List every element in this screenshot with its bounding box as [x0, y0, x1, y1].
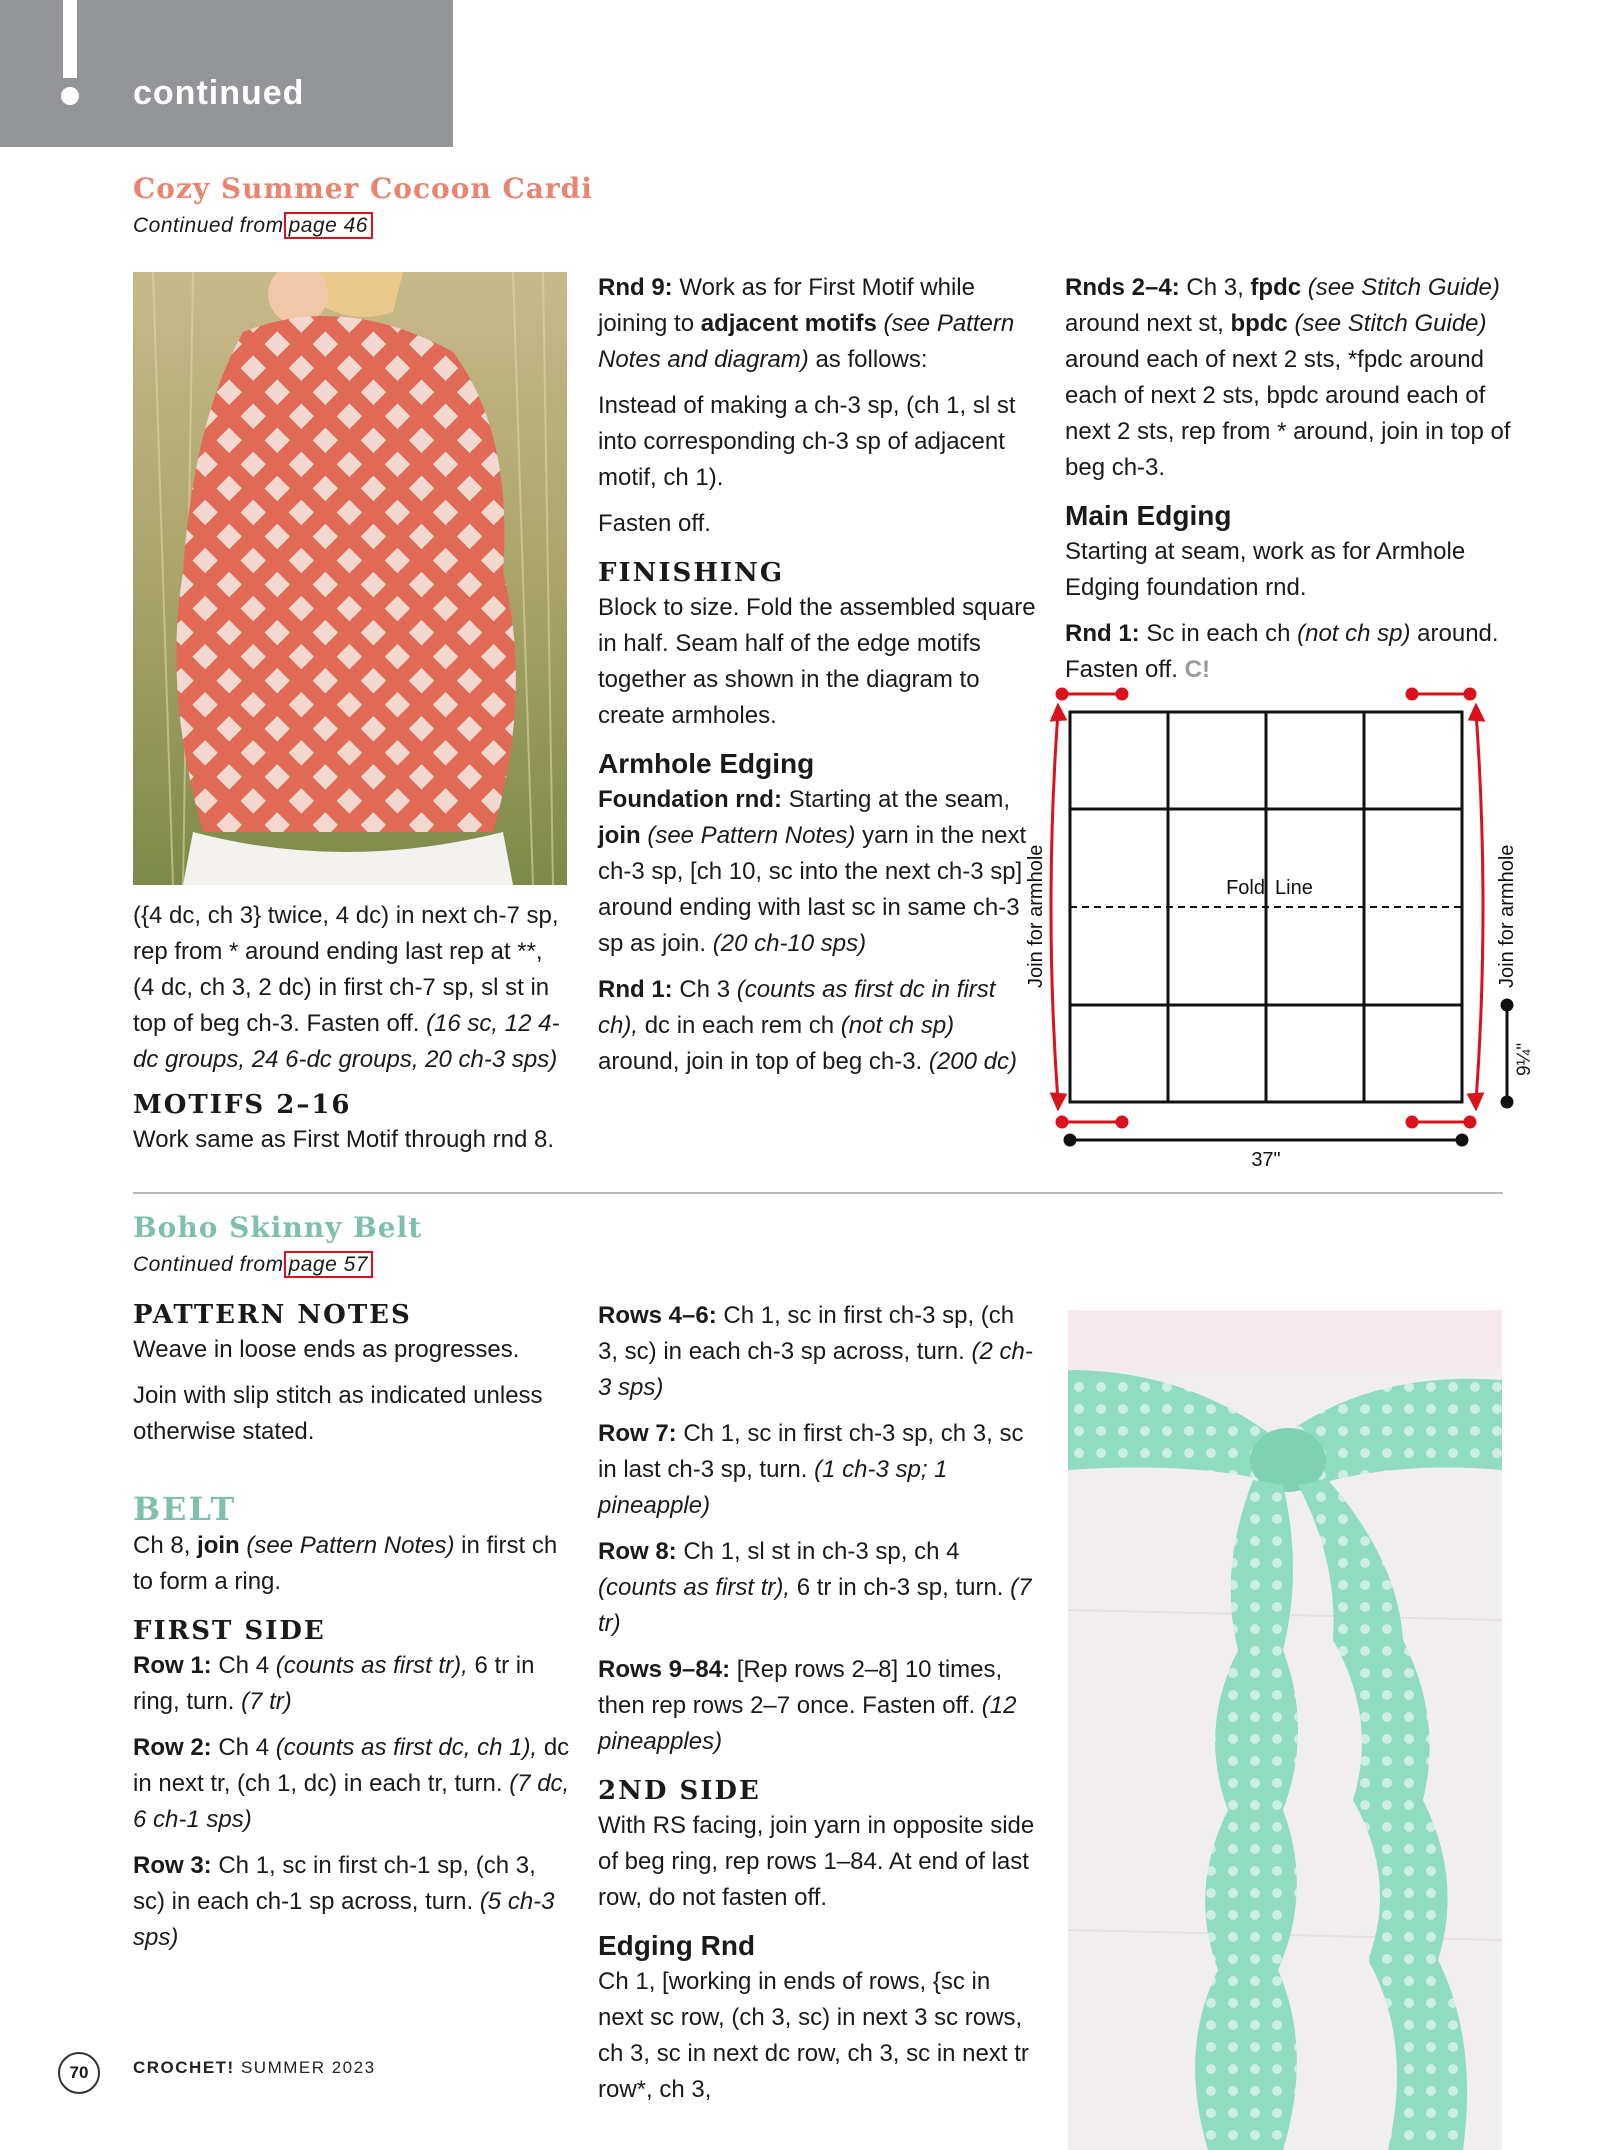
cardi-continued-line	[133, 214, 373, 238]
note-1: Weave in loose ends as progresses.	[133, 1336, 520, 1363]
rows984-para	[598, 1652, 1038, 1760]
motifs-text: Work same as First Motif through rnd 8.	[133, 1126, 555, 1153]
footer-issue: SUMMER 2023	[240, 2058, 376, 2077]
belt-text-b: (see Pattern Notes)	[246, 1532, 455, 1559]
belt-page-link[interactable]: page 57	[284, 1251, 373, 1278]
rnds24-text-e: around each of next 2 sts, *fpdc around each of next 2 sts, bpdc around each of next 2 sts, rep from * around, join in top of beg ch-3.	[1065, 346, 1511, 481]
footer-credit	[133, 2058, 376, 2078]
row2-para	[133, 1730, 573, 1838]
row7-text: Ch 1, sc in first ch-3 sp, ch 3, sc in last ch-3 sp, turn.	[598, 1420, 1024, 1483]
main-rnd1-text-a: Sc in each ch	[1146, 620, 1291, 647]
second-side-heading: 2ND SIDE	[598, 1776, 761, 1806]
footer-magazine: CROCHET!	[133, 2058, 235, 2077]
finishing-heading: FINISHING	[598, 558, 785, 588]
row1-para	[133, 1648, 573, 1720]
tab-label: continued	[133, 74, 305, 112]
belt-title: Boho Skinny Belt	[133, 1211, 423, 1244]
foundation-label: Foundation rnd:	[598, 786, 782, 813]
width-dimension	[1065, 1135, 1467, 1145]
rnd9-label: Rnd 9:	[598, 274, 673, 301]
rows984-note: (12 pineapples)	[598, 1692, 1017, 1755]
row1-text-c: 6 tr in ring, turn.	[133, 1652, 535, 1715]
rnd9-text-b: adjacent motifs	[700, 310, 877, 337]
rnds24-para	[1065, 270, 1515, 486]
row1-note: (7 tr)	[241, 1688, 292, 1715]
belt-continued-prefix: Continued from	[133, 1253, 284, 1276]
foundation-para	[598, 782, 1038, 962]
fpdc-term: fpdc	[1250, 274, 1302, 301]
fasten-text: Fasten off.	[598, 510, 711, 537]
armhole-heading: Armhole Edging	[598, 748, 815, 779]
belt-join: join	[197, 1532, 240, 1559]
belt-para	[133, 1528, 573, 1600]
end-mark-icon: C!	[1184, 656, 1210, 683]
rnd9-para	[598, 270, 1038, 378]
belt-heading: BELT	[133, 1490, 237, 1528]
row1-label: Row 1:	[133, 1652, 212, 1679]
rnd1-text-c: dc in each rem ch	[644, 1012, 835, 1039]
rnds24-text-a: Ch 3,	[1186, 274, 1244, 301]
foundation-text-b: (see Pattern Notes)	[647, 822, 856, 849]
row8-text-a: Ch 1, sl st in ch-3 sp, ch 4	[683, 1538, 960, 1565]
row3-text-a: Ch 1, sc in first ch-1 sp, (ch 3, sc) in each ch-1 sp across, turn.	[133, 1852, 536, 1915]
belt-photo	[1068, 1310, 1502, 2150]
rows46-label: Rows 4–6:	[598, 1302, 717, 1329]
bpdc-term: bpdc	[1230, 310, 1288, 337]
belt-photo-art	[1068, 1310, 1502, 2150]
rnd1-text-e: around, join in top of beg ch-3.	[598, 1048, 923, 1075]
rnd1-note: (200 dc)	[928, 1048, 1017, 1075]
row8-label: Row 8:	[598, 1538, 677, 1565]
belt-column-1	[133, 1298, 573, 1966]
row3-label: Row 3:	[133, 1852, 212, 1879]
main-edging-heading: Main Edging	[1065, 500, 1232, 531]
assembly-diagram	[1010, 670, 1550, 1170]
continued-tab	[0, 0, 453, 147]
rnd1-label: Rnd 1:	[598, 976, 673, 1003]
join-left-label: Join for armhole	[1025, 844, 1047, 988]
cardi-column-3	[1065, 270, 1515, 698]
second-side-text: With RS facing, join yarn in opposite side of beg ring, rep rows 1–84. At end of last row, do not fasten off.	[598, 1812, 1035, 1911]
row7-note: (1 ch-3 sp; 1 pineapple)	[598, 1456, 948, 1519]
rnds24-text-b: (see Stitch Guide)	[1307, 274, 1500, 301]
belt-text-a: Ch 8,	[133, 1532, 191, 1559]
cardi-col1-para	[133, 898, 563, 1078]
foundation-text-c: yarn in the next ch-3 sp, [ch 10, sc into the next ch-3 sp] around ending with last sc in same ch-3 sp as join.	[598, 822, 1027, 957]
foundation-join: join	[598, 822, 641, 849]
rnd9-text-c: (see Pattern Notes and diagram)	[598, 310, 1015, 373]
cardi-column-1	[133, 898, 563, 1168]
line-label: Line	[1275, 877, 1313, 899]
rnd9-text-a: Work as for First Motif while joining to	[598, 274, 975, 337]
cardi-page-link[interactable]: page 46	[284, 212, 373, 239]
row3-para	[133, 1848, 573, 1956]
belt-column-2	[598, 1298, 1038, 2118]
first-side-heading: FIRST SIDE	[133, 1616, 326, 1646]
edging-rnd-heading: Edging Rnd	[598, 1930, 756, 1961]
rows46-text: Ch 1, sc in first ch-3 sp, (ch 3, sc) in each ch-3 sp across, turn.	[598, 1302, 1015, 1365]
row1-text-a: Ch 4	[218, 1652, 270, 1679]
row8-para	[598, 1534, 1038, 1642]
rnd1-text-d: (not ch sp)	[840, 1012, 955, 1039]
row7-para	[598, 1416, 1038, 1524]
cardi-col1-text: ({4 dc, ch 3} twice, 4 dc) in next ch-7 sp, rep from * around ending last rep at **, (4 dc, ch 3, 2 dc) in first ch-7 sp, sl st in top of beg ch-3. Fasten off.	[133, 902, 559, 1037]
cardi-photo	[133, 272, 567, 885]
cardi-photo-art	[133, 272, 567, 885]
edging-rnd-text: Ch 1, [working in ends of rows, {sc in next sc row, (ch 3, sc) in next 3 sc rows, ch 3, sc in next dc row, ch 3, sc in next tr row*, ch 3,	[598, 1968, 1029, 2103]
rows984-text: [Rep rows 2–8] 10 times, then rep rows 2–7 once. Fasten off.	[598, 1656, 1003, 1719]
motifs-heading: MOTIFS 2–16	[133, 1090, 352, 1120]
foundation-text-a: Starting at the seam,	[788, 786, 1011, 813]
rnd9-text-d: as follows:	[815, 346, 928, 373]
row1-text-b: (counts as first tr),	[275, 1652, 468, 1679]
rows46-para	[598, 1298, 1038, 1406]
exclamation-dot	[61, 87, 79, 105]
rnd1-text-b: (counts as first dc in first ch),	[598, 976, 996, 1039]
row3-note: (5 ch-3 sps)	[133, 1888, 555, 1951]
row8-text-b: (counts as first tr),	[598, 1574, 791, 1601]
cardi-title: Cozy Summer Cocoon Cardi	[133, 172, 593, 205]
row8-note: (7 tr)	[598, 1574, 1032, 1637]
row8-text-c: 6 tr in ch-3 sp, turn.	[796, 1574, 1004, 1601]
rnd1-text-a: Ch 3	[679, 976, 731, 1003]
cardi-column-2	[598, 270, 1038, 1090]
finishing-text: Block to size. Fold the assembled square in half. Seam half of the edge motifs together as shown in the diagram to create armholes.	[598, 594, 1036, 729]
row2-text-c: dc in next tr, (ch 1, dc) in each tr, turn.	[133, 1734, 570, 1797]
note-2: Join with slip stitch as indicated unless otherwise stated.	[133, 1382, 543, 1445]
rnd1-para	[598, 972, 1038, 1080]
exclamation-bar	[63, 0, 77, 78]
main-rnd1-text-b: (not ch sp)	[1297, 620, 1411, 647]
width-label: 37"	[1251, 1149, 1281, 1170]
rnds24-text-d: (see Stitch Guide)	[1294, 310, 1487, 337]
main-rnd1-label: Rnd 1:	[1065, 620, 1140, 647]
fold-label: Fold	[1226, 877, 1265, 899]
rnds24-text-c: around next st,	[1065, 310, 1224, 337]
row7-label: Row 7:	[598, 1420, 677, 1447]
main-edging-text: Starting at seam, work as for Armhole Edging foundation rnd.	[1065, 538, 1466, 601]
row2-note: (7 dc, 6 ch-1 sps)	[133, 1770, 570, 1833]
foundation-note: (20 ch-10 sps)	[712, 930, 867, 957]
height-dimension	[1502, 1000, 1512, 1107]
rows46-note: (2 ch-3 sps)	[598, 1338, 1033, 1401]
cardi-continued-prefix: Continued from	[133, 214, 284, 237]
row2-label: Row 2:	[133, 1734, 212, 1761]
pattern-notes-heading: PATTERN NOTES	[133, 1300, 412, 1330]
belt-continued-line	[133, 1253, 373, 1277]
belt-text-c: in first ch to form a ring.	[133, 1532, 558, 1595]
rnds24-label: Rnds 2–4:	[1065, 274, 1180, 301]
page-number: 70	[58, 2052, 100, 2094]
main-rnd1-text-c: around. Fasten off.	[1065, 620, 1499, 683]
instead-text: Instead of making a ch-3 sp, (ch 1, sl st into corresponding ch-3 sp of adjacent motif, ch 1).	[598, 392, 1016, 491]
height-label: 9¼"	[1514, 1042, 1535, 1076]
cardi-col1-note: (16 sc, 12 4-dc groups, 24 6-dc groups, 20 ch-3 sps)	[133, 1010, 560, 1073]
row2-text-a: Ch 4	[218, 1734, 270, 1761]
rows984-label: Rows 9–84:	[598, 1656, 731, 1683]
section-divider	[133, 1192, 1503, 1194]
join-right-label: Join for armhole	[1496, 844, 1518, 988]
row2-text-b: (counts as first dc, ch 1),	[275, 1734, 538, 1761]
